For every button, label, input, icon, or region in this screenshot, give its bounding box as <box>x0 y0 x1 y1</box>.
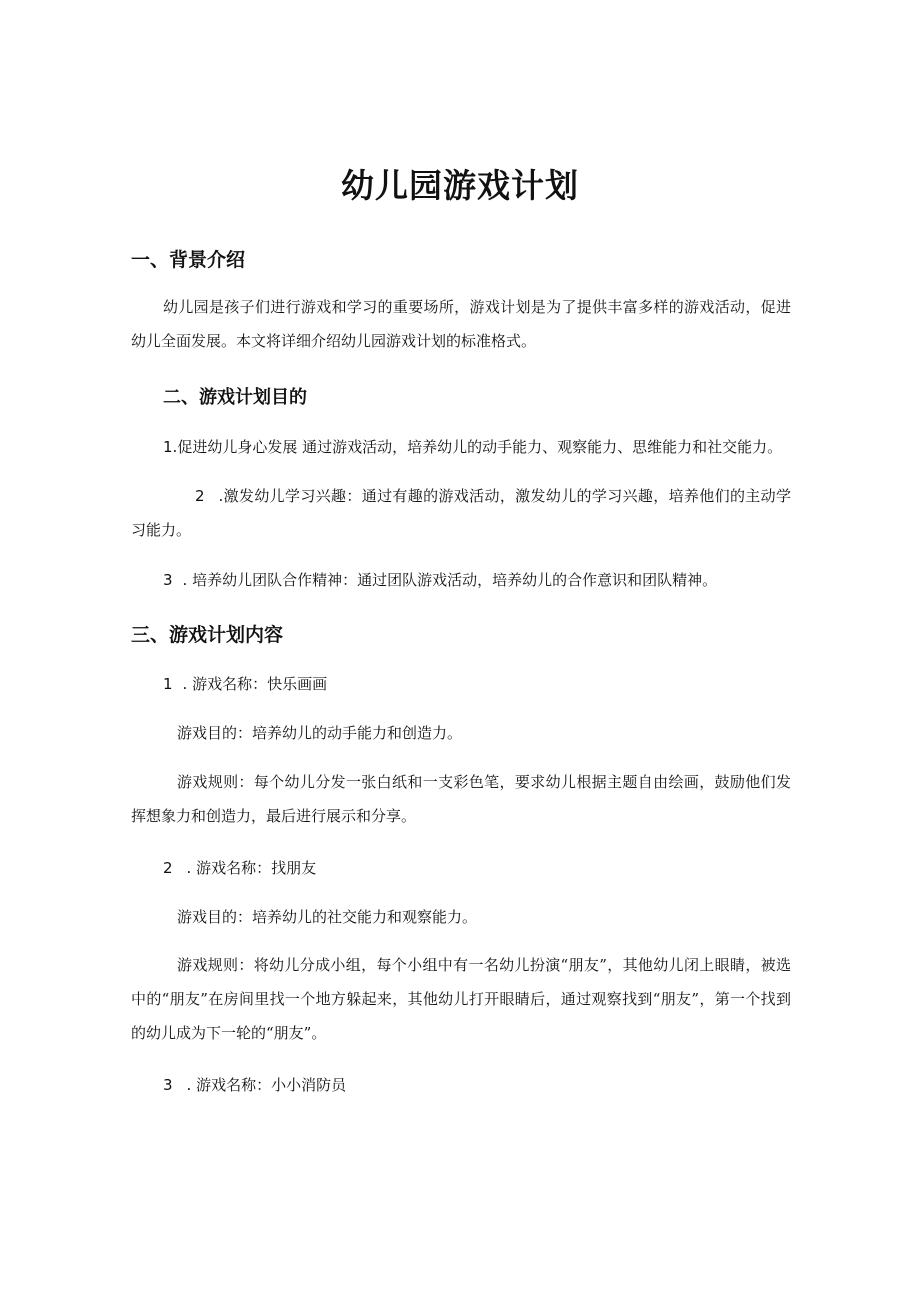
game-name: 1 . 游戏名称：快乐画画 <box>163 675 328 693</box>
goal-item: 2 .激发幼儿学习兴趣：通过有趣的游戏活动，激发幼儿的学习兴趣，培养他们的主动学习能力。 <box>131 487 791 539</box>
goal-item: 3 . 培养幼儿团队合作精神：通过团队游戏活动，培养幼儿的合作意识和团队精神。 <box>163 571 718 589</box>
game-name: 2 . 游戏名称：找朋友 <box>163 859 317 877</box>
game-rules: 游戏规则：将幼儿分成小组，每个小组中有一名幼儿扮演“朋友”，其他幼儿闭上眼睛，被选中的“朋友”在房间里找一个地方躲起来，其他幼儿打开眼睛后，通过观察找到“朋友”，第一个找到的幼儿成为下一轮的“朋友”。 <box>131 956 791 1042</box>
section-heading-goals: 二、游戏计划目的 <box>163 387 307 408</box>
game-purpose: 游戏目的：培养幼儿的动手能力和创造力。 <box>177 724 463 742</box>
section-heading-content: 三、游戏计划内容 <box>131 624 284 646</box>
game-rules: 游戏规则：每个幼儿分发一张白纸和一支彩色笔，要求幼儿根据主题自由绘画，鼓励他们发挥想象力和创造力，最后进行展示和分享。 <box>131 773 791 825</box>
background-paragraph: 幼儿园是孩子们进行游戏和学习的重要场所，游戏计划是为了提供丰富多样的游戏活动，促进幼儿全面发展。本文将详细介绍幼儿园游戏计划的标准格式。 <box>131 298 791 350</box>
document-title: 幼儿园游戏计划 <box>341 166 579 205</box>
section-heading-background: 一、背景介绍 <box>131 249 246 271</box>
game-name: 3 . 游戏名称：小小消防员 <box>163 1076 347 1094</box>
goal-item: 1.促进幼儿身心发展 通过游戏活动，培养幼儿的动手能力、观察能力、思维能力和社交能力。 <box>163 438 783 456</box>
game-purpose: 游戏目的：培养幼儿的社交能力和观察能力。 <box>177 908 478 926</box>
